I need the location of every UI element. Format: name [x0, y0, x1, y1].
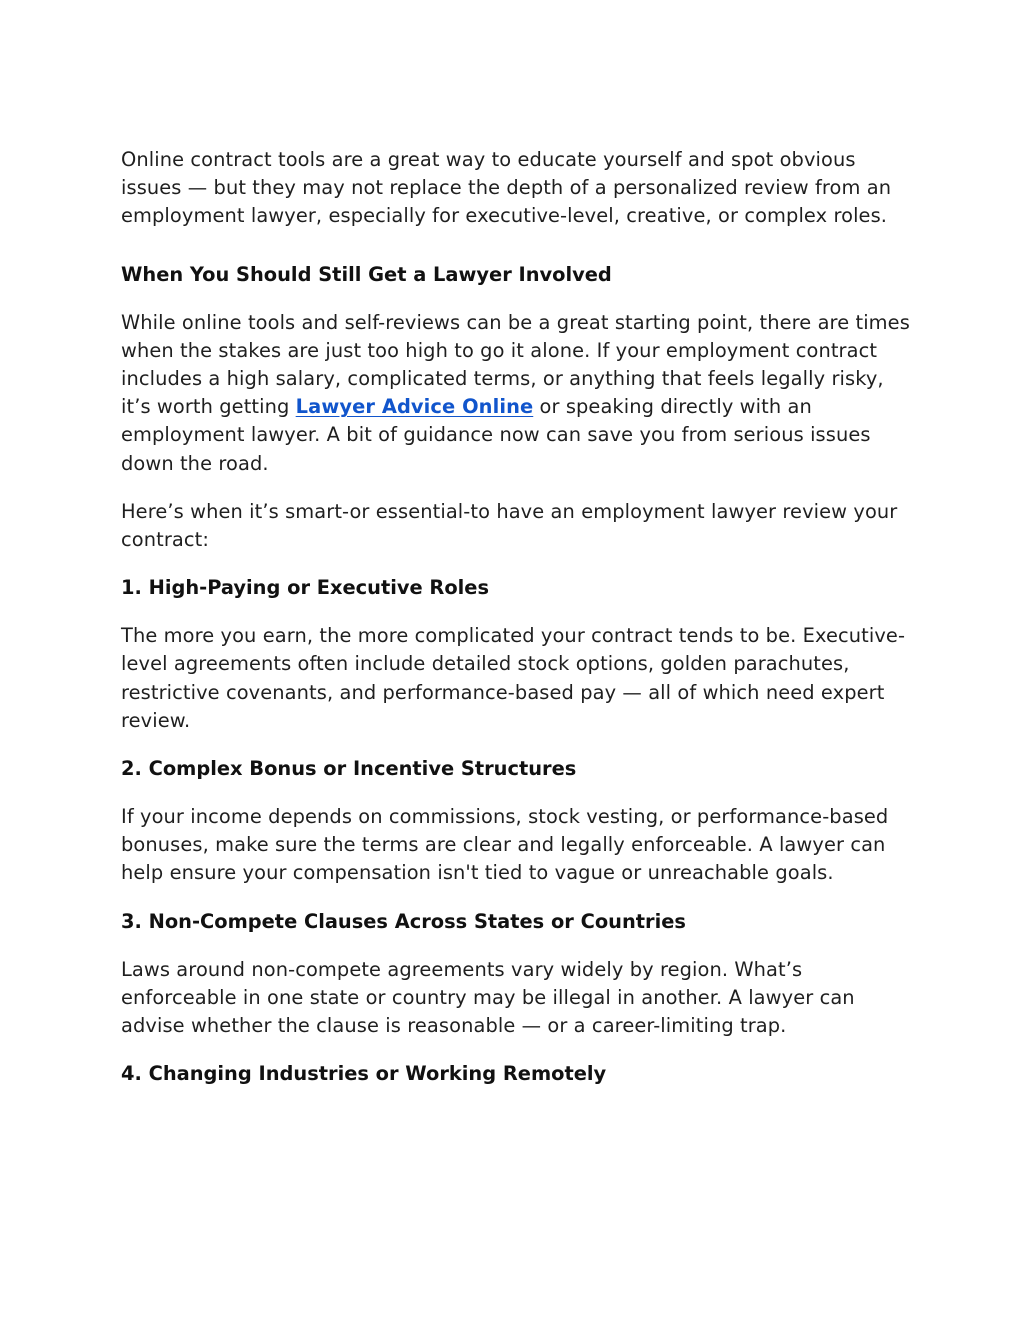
item-heading-4: 4. Changing Industries or Working Remotely — [121, 1062, 607, 1086]
item-heading-2: 2. Complex Bonus or Incentive Structures — [121, 757, 577, 781]
item-text-3: Laws around non-compete agreements vary widely by region. What’s enforceable in one state or country may be illegal in another. A lawyer can advise whether the clause is reasonable — or a career-limiting trap. — [121, 957, 855, 1038]
lawyer-advice-online-link[interactable]: Lawyer Advice Online — [295, 395, 534, 419]
lawyer-paragraph-text-after: or speaking directly with an employment lawyer. A bit of guidance now can save you from serious issues down the road. — [121, 395, 871, 475]
item-text-2: If your income depends on commissions, stock vesting, or performance-based bonuses, make sure the terms are clear and legally enforceable. A lawyer can help ensure your compensation isn't tied to vague or unreachable goals. — [121, 805, 889, 885]
intro-paragraph: Online contract tools are a great way to educate yourself and spot obvious issues — but they may not replace the depth of a personalized review from an employment lawyer, especially for executive-level, creative, or complex roles. — [121, 148, 892, 228]
lawyer-paragraph — [121, 309, 911, 478]
when-paragraph: Here’s when it’s smart-or essential-to have an employment lawyer review your contract: — [121, 499, 898, 552]
lawyer-paragraph-text-before: While online tools and self-reviews can be a great starting point, there are times when the stakes are just too high to go it alone. If your employment contract includes a high salary, complicated terms, or anything that feels legally risky, it’s worth getting — [121, 310, 910, 419]
item-text-1: The more you earn, the more complicated your contract tends to be. Executive-level agreements often include detailed stock options, golden parachutes, restrictive covenants, and performance-based pay — all of which need expert review. — [121, 624, 906, 732]
item-heading-1: 1. High-Paying or Executive Roles — [121, 576, 490, 600]
document-page — [121, 146, 911, 1088]
section-heading-lawyer: When You Should Still Get a Lawyer Involved — [121, 262, 612, 286]
item-heading-3: 3. Non-Compete Clauses Across States or Countries — [121, 909, 686, 933]
